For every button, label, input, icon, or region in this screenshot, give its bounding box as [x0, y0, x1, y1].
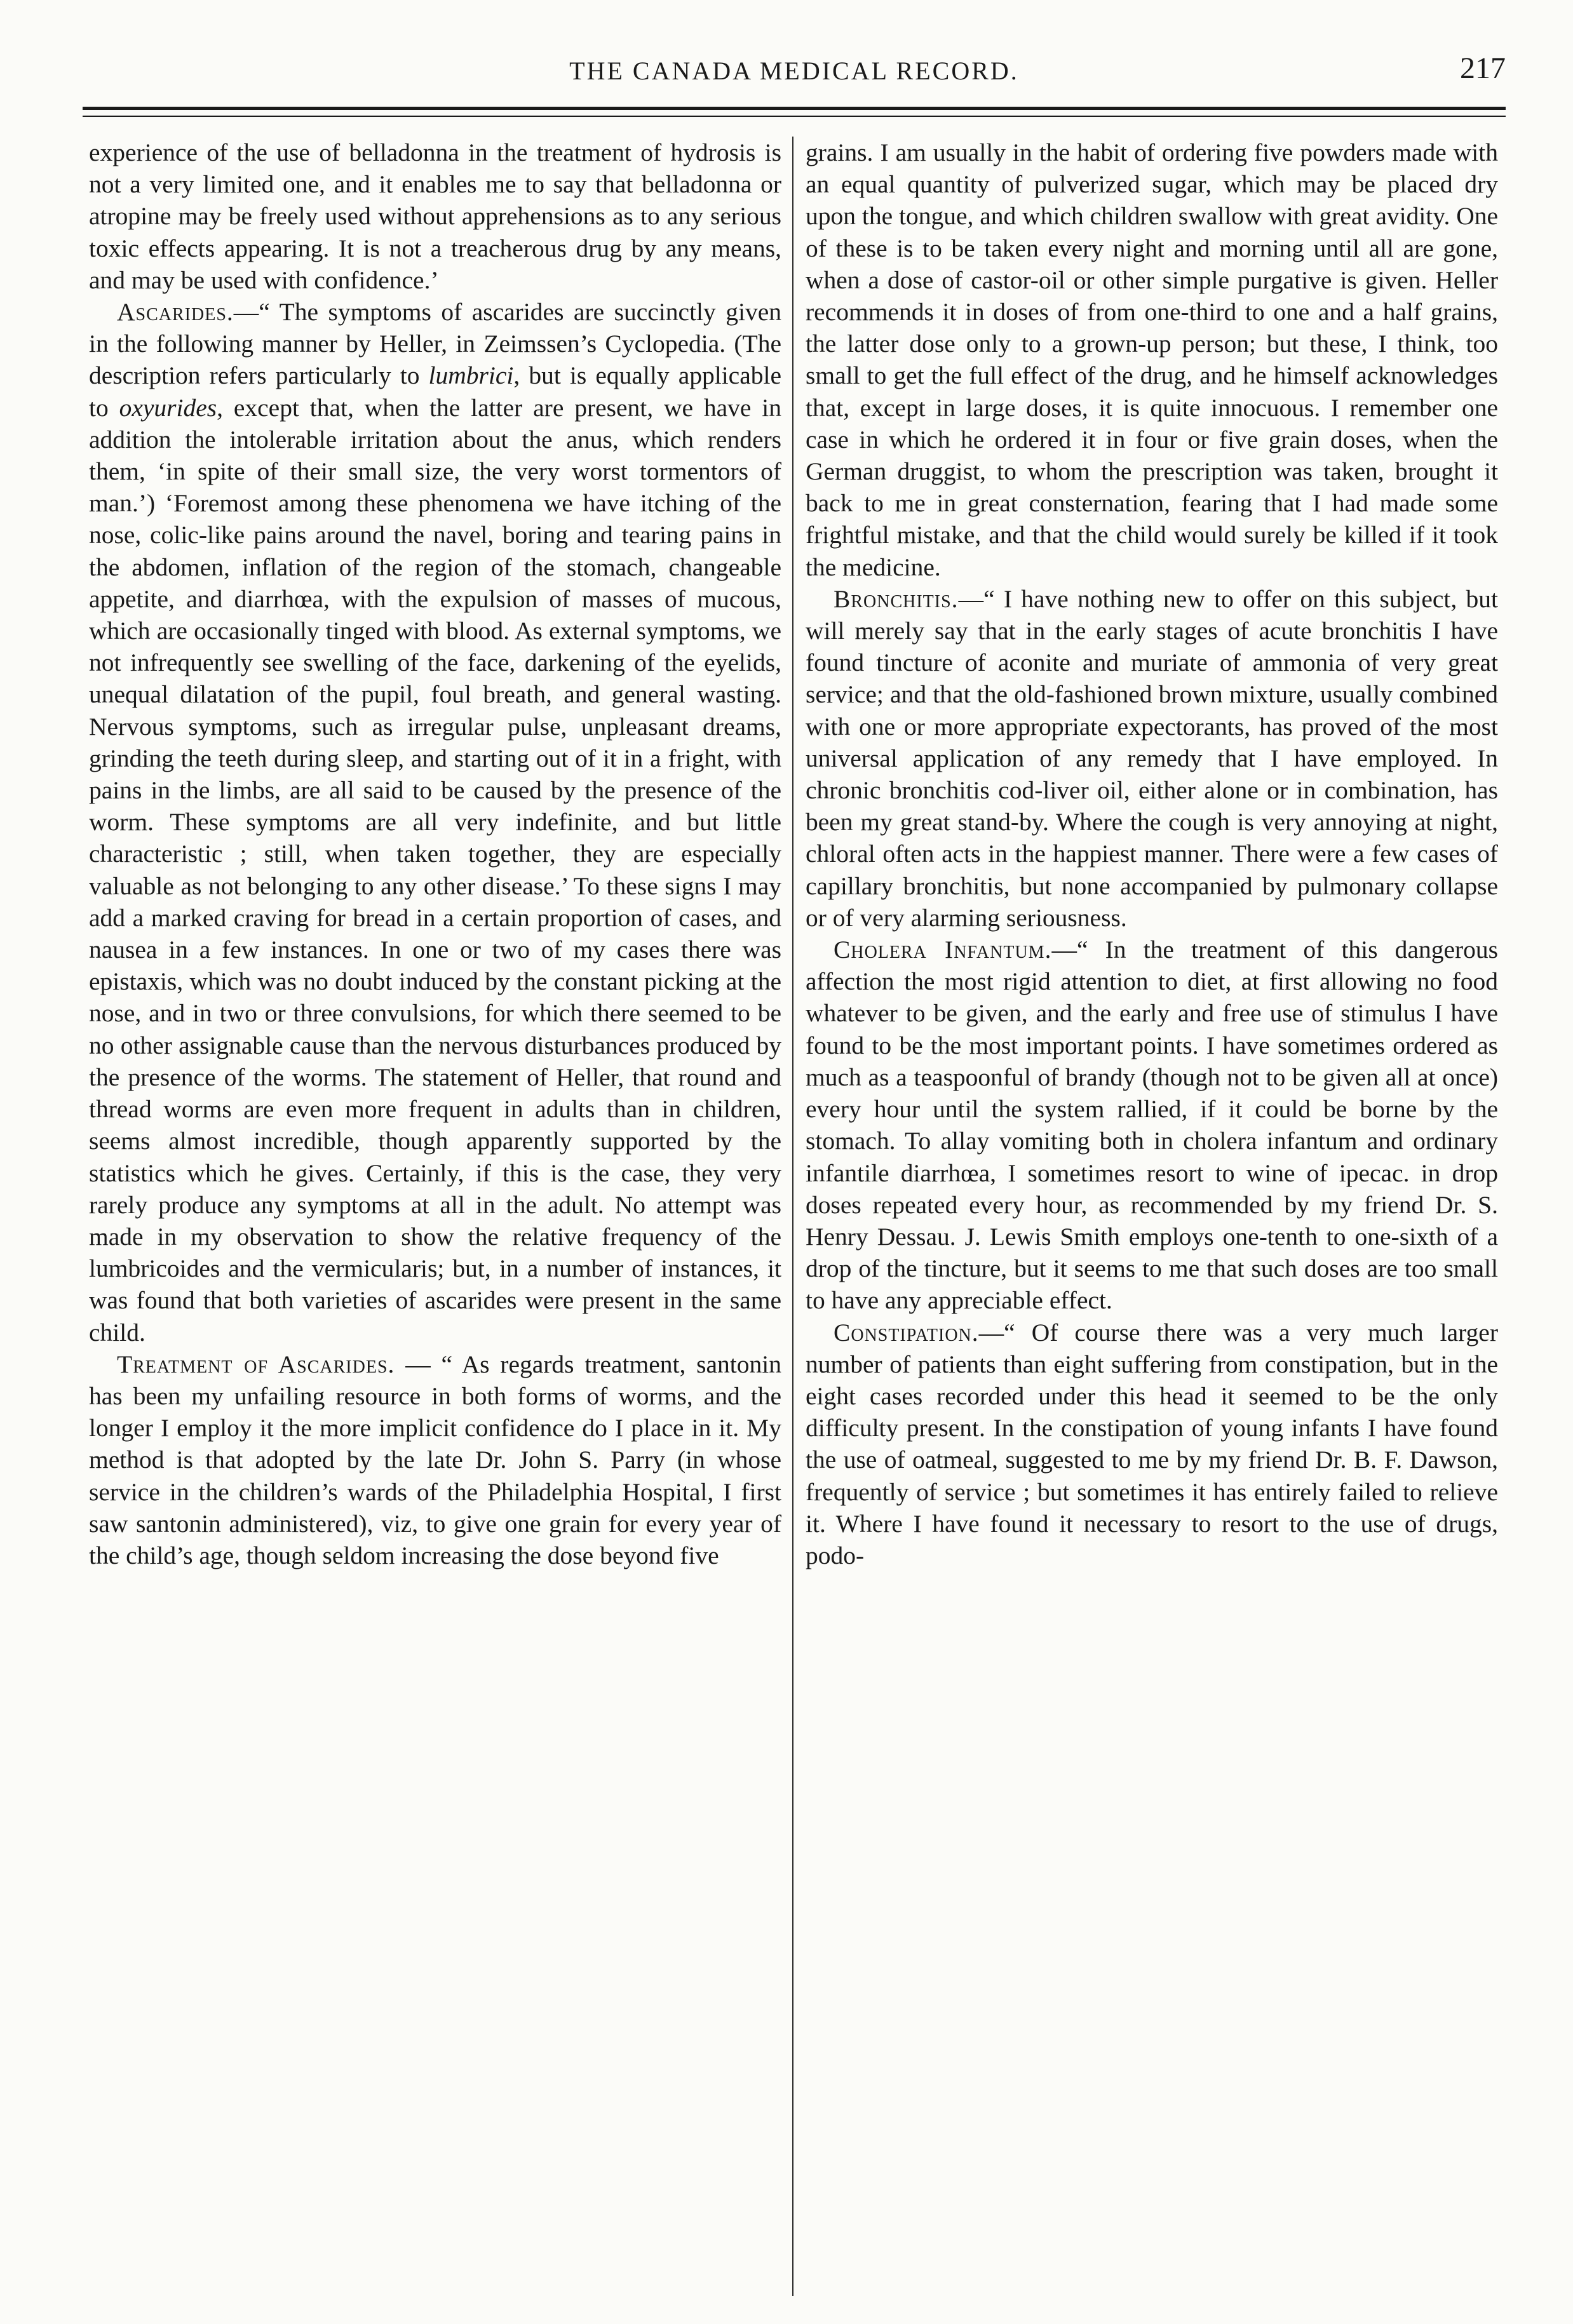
column-divider — [792, 137, 793, 2296]
paragraph-constipation — [806, 1317, 1498, 1572]
paragraph-belladonna — [89, 137, 781, 296]
paragraph-text: grains. I am usually in the habit of ordering five powders made with an equal quantity of pulverized sugar, which may be placed dry upon the tongue, and which children swallow with great avidity. One of these is to be taken every night and morning until all are gone, when a dose of castor-oil or other simple purgative is given. Heller recommends it in doses of from one-third to one and a half grains, the latter dose only to a grown-up person; but these, I think, too small to get the full effect of the drug, and he himself acknowledges that, except in large doses, it is quite innocuous. I remember one case in which he ordered it in four or five grain doses, when the German druggist, to whom the prescription was taken, brought it back to me in great consternation, fearing that I had made some frightful mistake, and that the child would surely be killed if it took the medicine. — [806, 138, 1498, 581]
paragraph-text: , except that, when the latter are present, we have in addition the intolerable irritation about the anus, which renders them, ‘in spite of their small size, the very worst tormentors of man.’) ‘Foremost among these phenomena we have itching of the nose, colic-like pains around the navel, boring and tearing pains in the abdomen, inflation of the region of the stomach, changeable appetite, and diarrhœa, with the expulsion of masses of mucous, which are occasionally tinged with blood. As external symptoms, we not infrequently see swelling of the face, darkening of the eyelids, unequal dilatation of the pupil, foul breath, and general wasting. Nervous symptoms, such as irregular pulse, unpleasant dreams, grinding the teeth during sleep, and starting out of it in a fright, with pains in the limbs, are all said to be caused by the presence of the worm. These symptoms are all very indefinite, and but little characteristic ; still, when taken together, they are especially valuable as not belonging to any other disease.’ To these signs I may add a marked craving for bread in a certain proportion of cases, and nausea in a few instances. In one or two of my cases there was epistaxis, which was no doubt induced by the constant picking at the nose, and in two or three convulsions, for which there seemed to be no other assignable cause than the nervous disturbances produced by the presence of the worms. The statement of Heller, that round and thread worms are even more frequent in adults than in children, seems almost incredible, though apparently supported by the statistics which he gives. Certainly, if this is the case, they very rarely produce any symptoms at all in the adult. No attempt was made in my observation to show the relative frequency of the lumbricoides and the vermicularis; but, in a number of instances, it was found that both varieties of ascarides were present in the same child. — [89, 393, 781, 1347]
right-column — [806, 137, 1498, 2296]
paragraph-ascarides — [89, 296, 781, 1348]
section-heading-cholera-infantum: Cholera Infantum. — [834, 936, 1052, 964]
running-title: THE CANADA MEDICAL RECORD. — [569, 57, 1019, 85]
left-column — [89, 137, 781, 2296]
section-heading-constipation: Constipation. — [834, 1318, 979, 1347]
section-heading-treatment: Treatment of Ascarides. — [117, 1350, 395, 1378]
header-rule-thick — [83, 107, 1506, 110]
page-number: 217 — [1460, 51, 1506, 85]
page-header — [83, 44, 1506, 95]
paragraph-text: —“ Of course there was a very much larger number of patients than eight suffering from constipation, but in the eight cases recorded under this head it seemed to be the only difficulty present. In the constipation of young infants I have found the use of oatmeal, suggested to me by my friend Dr. B. F. Dawson, frequently of service ; but sometimes it has entirely failed to relieve it. Where I have found it necessary to resort to the use of drugs, podo- — [806, 1318, 1498, 1569]
paragraph-text: — “ As regards treatment, santonin has been my unfailing resource in both forms of worms, and the longer I employ it the more implicit confidence do I place in it. My method is that adopted by the late Dr. John S. Parry (in whose service in the children’s wards of the Philadelphia Hospital, I first saw santonin administered), viz, to give one grain for every year of the child’s age, though seldom increasing the dose beyond five — [89, 1350, 781, 1569]
section-heading-ascarides: Ascarides. — [117, 298, 234, 326]
paragraph-santonin-continued — [806, 137, 1498, 583]
section-heading-bronchitis: Bronchitis. — [834, 584, 959, 613]
italic-term: oxyurides — [119, 393, 217, 422]
paragraph-bronchitis — [806, 583, 1498, 934]
paragraph-text: —“ The symptoms of ascarides are succinctly given in the following manner by Heller, in Zeimssen’s Cyclopedia. (The description refers particularly to — [89, 298, 781, 390]
paragraph-text: —“ I have nothing new to offer on this subject, but will merely say that in the early stages of acute bronchitis I have found tincture of aconite and muriate of ammonia of very great service; and that the old-fashioned brown mixture, usually combined with one or more appropriate expectorants, has proved of the most universal application of any remedy that I have employed. In chronic bronchitis cod-liver oil, either alone or in combination, has been my great stand-by. Where the cough is very annoying at night, chloral often acts in the happiest manner. There were a few cases of capillary bronchitis, but none accompanied by pulmonary collapse or of very alarming seriousness. — [806, 584, 1498, 932]
paragraph-text: —“ In the treatment of this dangerous affection the most rigid attention to diet, at first allowing no food whatever to be given, and the early and free use of stimulus I have found to be the most important points. I have sometimes ordered as much as a teaspoonful of brandy (though not to be given all at once) every hour until the system rallied, if it could be borne by the stomach. To allay vomiting both in cholera infantum and ordinary infantile diarrhœa, I sometimes resort to wine of ipecac. in drop doses repeated every hour, as recommended by my friend Dr. S. Henry Dessau. J. Lewis Smith employs one-tenth to one-sixth of a drop of the tincture, but it seems to me that such doses are too small to have any appreciable effect. — [806, 936, 1498, 1315]
paragraph-cholera-infantum — [806, 934, 1498, 1316]
italic-term: lumbrici — [428, 361, 514, 390]
header-rule-thin — [83, 116, 1506, 117]
paragraph-treatment-of-ascarides — [89, 1348, 781, 1571]
paragraph-text: experience of the use of belladonna in the treatment of hydrosis is not a very limited one, and it enables me to say that belladonna or atropine may be freely used without apprehensions as to any serious toxic effects appearing. It is not a treacherous drug by any means, and may be used with confidence.’ — [89, 138, 781, 294]
paragraph-text: , but is equally applicable to — [89, 361, 781, 422]
